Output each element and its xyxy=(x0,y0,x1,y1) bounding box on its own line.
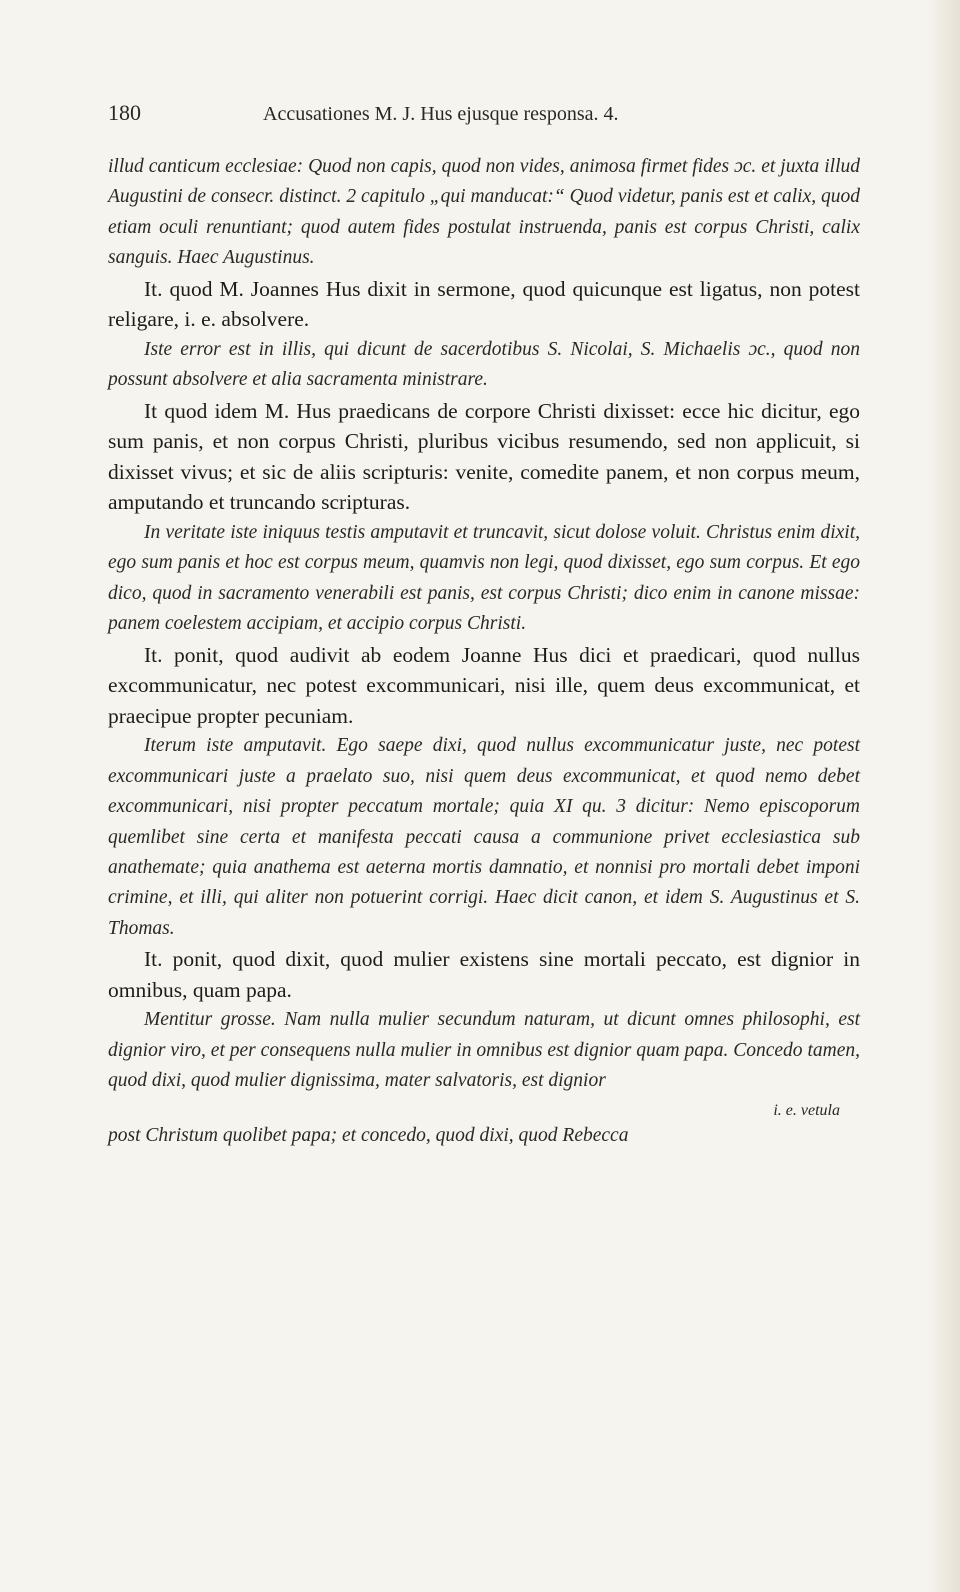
paragraph: In veritate iste iniquus testis amputavit et truncavit, sicut dolose voluit. Christus enim dixit, ego sum panis et hoc est corpus meum, quamvis non legi, quod dixisset, ego sum corpus. Et ego dico, quod in sacramento venerabili est panis, est corpus Christi; dico enim in canone missae: panem coelestem accipiam, et accipio corpus Christi. xyxy=(108,522,860,635)
book-page xyxy=(108,100,860,1151)
running-title: Accusationes M. J. Hus ejusque responsa. 4. xyxy=(263,103,619,125)
paragraph: It quod idem M. Hus praedicans de corpore Christi dixisset: ecce hic dicitur, ego sum panis, et non corpus Christi, pluribus vicibus resumendo, sed non applicuit, si dixisset vivus; et sic de aliis scripturis: venite, comedite panem, et non corpus meum, amputando et truncando scripturas. xyxy=(108,398,860,515)
page-number: 180 xyxy=(108,100,141,125)
paragraph: It. quod M. Joannes Hus dixit in sermone, quod quicunque est ligatus, non potest religare, i. e. absolvere. xyxy=(108,276,860,332)
paragraph: Iterum iste amputavit. Ego saepe dixi, quod nullus excommunicatur juste, nec potest excommunicari juste a praelato suo, nisi quem deus excommunicat, et quod nemo debet excommunicari, nisi propter peccatum mortale; quia XI qu. 3 dicitur: Nemo episcoporum quemlibet sine certa et manifesta peccati causa a communione privet ecclesiastica sub anathemate; quia anathema est aeterna mortis damnatio, et nonnisi pro mortali debet imponi crimine, et illi, qui aliter non potuerint corrigi. Haec dicit canon, et idem S. Augustinus et S. Thomas. xyxy=(108,735,860,939)
paragraph: illud canticum ecclesiae: Quod non capis, quod non vides, animosa firmet fides ɔc. et juxta illud Augustini de consecr. distinct. 2 capitulo „qui manducat:“ Quod videtur, panis est et calix, quod etiam oculi renuntiant; quod autem fides postulat instruenda, panis est corpus Christi, calix sanguis. Haec Augustinus. xyxy=(108,156,860,269)
paragraph: It. ponit, quod dixit, quod mulier existens sine mortali peccato, est dignior in omnibus, quam papa. xyxy=(108,947,860,1002)
paragraph: It. ponit, quod audivit ab eodem Joanne Hus dici et praedicari, quod nullus excommunicatur, nec potest excommunicari, nisi ille, quem deus excommunicat, et praecipue propter pecuniam. xyxy=(108,642,860,728)
page-edge-shadow xyxy=(926,0,960,1592)
marginal-gloss: i. e. vetula xyxy=(773,1101,840,1119)
last-line: post Christum quolibet papa; et concedo, quod dixi, quod Rebecca xyxy=(108,1124,629,1146)
running-header xyxy=(108,100,860,138)
paragraph: Iste error est in illis, qui dicunt de sacerdotibus S. Nicolai, S. Michaelis ɔc., quod non possunt absolvere et alia sacramenta ministrare. xyxy=(108,338,860,391)
paragraph: Mentitur grosse. Nam nulla mulier secundum naturam, ut dicunt omnes philosophi, est dignior viro, et per consequens nulla mulier in omnibus est dignior quam papa. Concedo tamen, quod dixi, quod mulier dignissima, mater salvatoris, est dignior xyxy=(108,1009,860,1092)
page-body xyxy=(108,152,860,1151)
